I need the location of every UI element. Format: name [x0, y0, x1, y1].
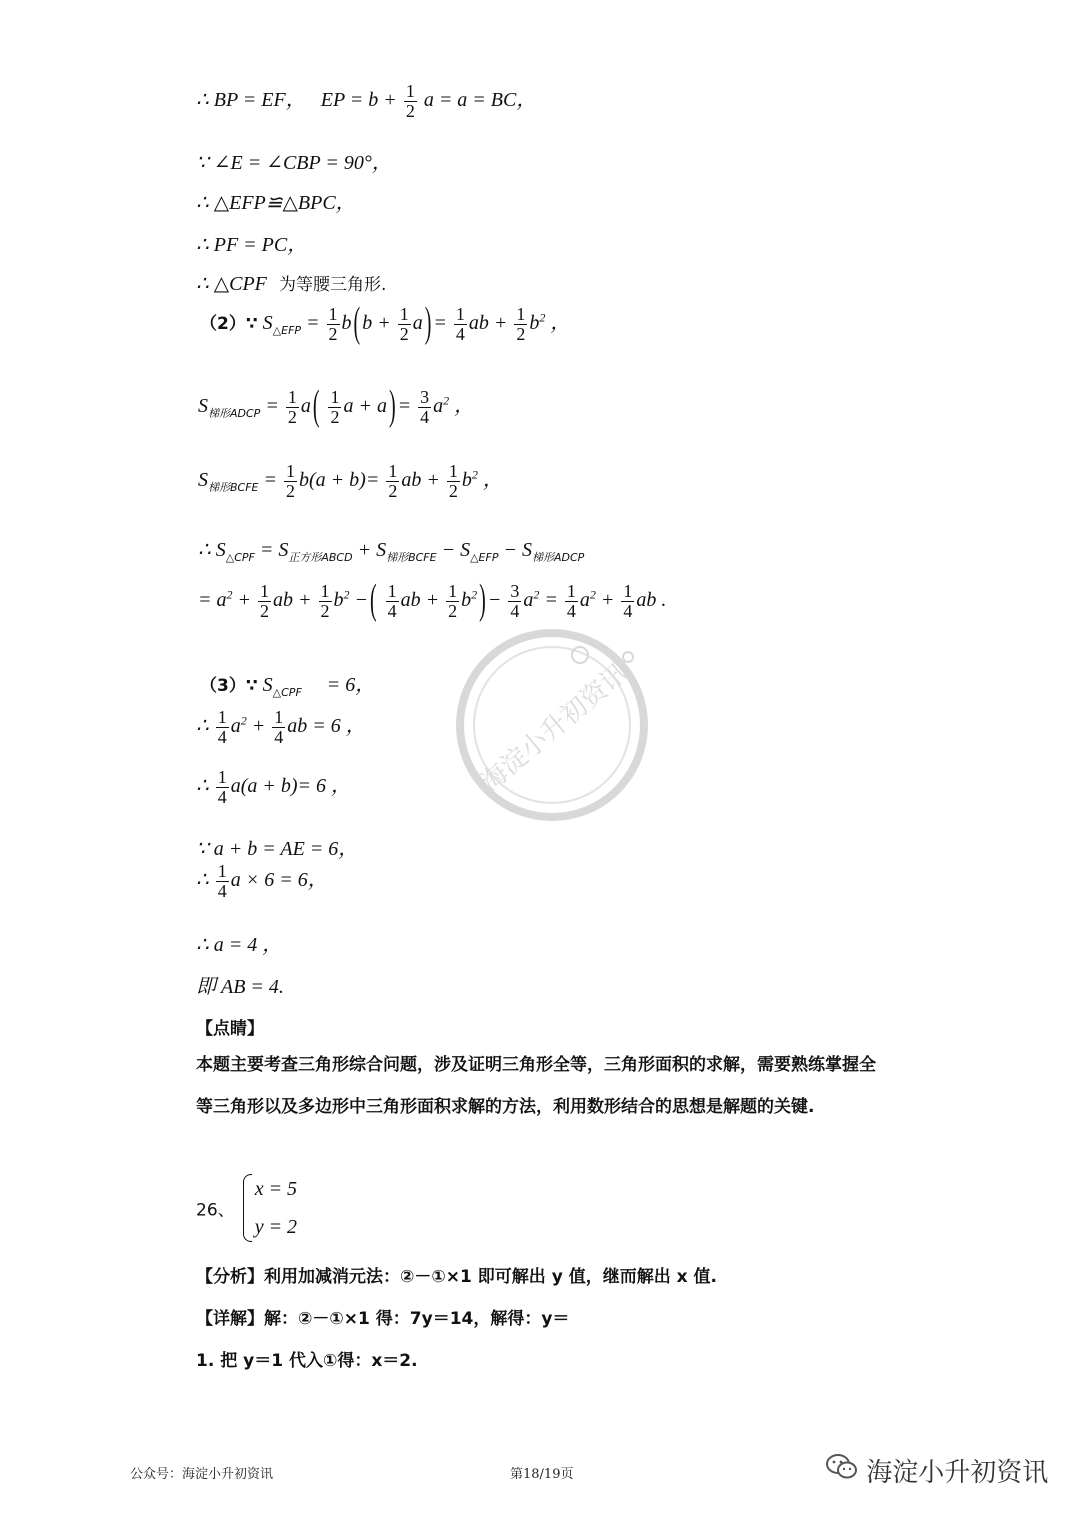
triangle-cpf: ∴ △CPF	[196, 273, 267, 295]
fraction: $\frac{1}{2}$	[448, 581, 458, 621]
part2-s-efp: （2）∵ $S_{\triangle EFP}$ = $\frac{1}{2}$ b ( b + $\frac{1}{2}$ a ) = $\frac{1}{4}$ ab + $\frac{1}{2}$ $b^2$ ，	[200, 300, 571, 347]
fraction: $\frac{1}{2}$	[516, 304, 526, 344]
s-cpf-sub-2: △CPF	[272, 686, 302, 699]
s-efp-sub: △EFP	[272, 323, 302, 337]
comment-body: 本题主要考查三角形综合问题，涉及证明三角形全等，三角形面积的求解，需要熟练掌握全等三角形以及多边形中三角形面积求解的方法，利用数形结合的思想是解题的关键.	[196, 1055, 876, 1117]
wechat-icon	[826, 1453, 858, 1488]
s-cpf-result-line: = $a^2$ + $\frac{1}{2}$ ab + $\frac{1}{2}$ $b^2$ − ( $\frac{1}{4}$ ab + $\frac{1}{2}$ $b^2$ ) − $\frac{3}{4}$ $a^2$ = $\frac{1}{4}$ $a^2$ + $\frac{1}{4}$ ab .	[198, 577, 667, 624]
proof-line-1	[196, 82, 536, 121]
proof-line-4: ∴ PF = PC，	[196, 234, 308, 256]
footer-brand-text: 海淀小升初资讯	[866, 1458, 1049, 1488]
comment-heading: 【点睛】	[196, 1019, 264, 1039]
fraction: $\frac{1}{2}$	[320, 581, 330, 621]
q26-step: 1. 把 y＝1 代入①得：x＝2.	[196, 1351, 418, 1371]
fraction: $\frac{1}{4}$	[387, 581, 397, 621]
fraction: $\frac{1}{2}$	[328, 304, 338, 344]
ep-expr-b: a = a = BC，	[423, 88, 537, 111]
q26-system	[241, 1170, 297, 1246]
q26-line	[196, 1170, 297, 1246]
eq-ab-sum-line: ∵ a + b = AE = 6，	[196, 838, 359, 860]
eq-ab-value-line: 即 AB = 4.	[196, 976, 284, 998]
s-bcfe-sub: 梯形BCFE	[208, 480, 259, 494]
eq-a-times-6-line: ∴ $\frac{1}{4}$ a × 6 = 6，	[196, 861, 328, 901]
footer-brand	[826, 1452, 1048, 1489]
footer-page-number: 第18/19页	[510, 1467, 574, 1482]
watermark-text: 海淀小升初资讯	[475, 658, 634, 799]
s-cpf-sub: △CPF	[225, 551, 255, 564]
fraction: $\frac{1}{4}$	[217, 707, 227, 747]
q26-number: 26、	[196, 1200, 235, 1221]
proof-line-3: ∴ △EFP≌△BPC，	[196, 192, 356, 214]
fraction: $\frac{1}{2}$	[330, 387, 340, 427]
part2-label: （2）∵	[200, 313, 258, 334]
s-abcd-sub: 正方形ABCD	[288, 551, 353, 564]
fraction: $\frac{3}{4}$	[420, 387, 430, 427]
part3-label: （3）∵	[200, 676, 258, 696]
s-bcfe-sub-2: 梯形BCFE	[386, 551, 437, 564]
q26-detail: 【详解】解：②－①×1 得：7y＝14，解得：y＝	[196, 1309, 570, 1329]
s-bcfe-line: $S_{梯形BCFE}$ = $\frac{1}{2}$ b(a + b)= $\frac{1}{2}$ ab + $\frac{1}{2}$ $b^2$ ，	[198, 461, 503, 501]
fraction: $\frac{1}{4}$	[217, 767, 227, 807]
fraction: $\frac{1}{2}$	[287, 387, 297, 427]
part3-eq: = 6，	[326, 674, 376, 696]
isosceles-text: 为等腰三角形.	[278, 275, 387, 295]
fraction: $\frac{1}{2}$	[448, 461, 458, 501]
ep-expr-a: EP = b +	[320, 88, 397, 111]
fraction: $\frac{3}{4}$	[510, 581, 520, 621]
fraction: $\frac{1}{2}$	[286, 461, 296, 501]
part3-line: （3）∵ $S_{\triangle CPF}$ = 6，	[200, 674, 376, 699]
proof-line-2: ∵ ∠E = ∠CBP = 90°，	[196, 152, 392, 174]
s-cpf-sum-line: ∴ $S_{\triangle CPF} = S_{正方形ABCD} + S_{梯形BCFE} - S_{\triangle EFP} - S_{梯形ADCP}$	[198, 539, 585, 564]
fraction: $\frac{1}{2}$	[399, 304, 409, 344]
fraction: $\frac{1}{2}$	[260, 581, 269, 621]
fraction: $\frac{1}{4}$	[566, 581, 576, 621]
eq-a-value-line: ∴ a = 4 ，	[196, 934, 283, 956]
fraction: $\frac{1}{4}$	[274, 707, 284, 747]
fraction: $\frac{1}{2}$	[405, 81, 415, 121]
proof-line-5	[196, 270, 386, 296]
s-efp-sub-2: △EFP	[470, 551, 499, 564]
fraction: $\frac{1}{2}$	[388, 461, 398, 501]
s-adcp-sub: 梯形ADCP	[208, 406, 261, 420]
q26-eq1: x = 5	[254, 1178, 298, 1200]
eq-factored-line: ∴ $\frac{1}{4}$ a(a + b)= 6 ，	[196, 767, 352, 807]
q26-eq2: y = 2	[254, 1216, 298, 1238]
fraction: $\frac{1}{4}$	[623, 581, 633, 621]
s-adcp-sub-2: 梯形ADCP	[531, 551, 585, 564]
footer-account: 公众号：海淀小升初资讯	[130, 1467, 274, 1482]
fraction: $\frac{1}{4}$	[455, 304, 465, 344]
q26-analysis: 【分析】利用加减消元法：②－①×1 即可解出 y 值，继而解出 x 值.	[196, 1267, 717, 1287]
watermark-seal-icon	[452, 625, 652, 825]
bp-ef-text: ∴ BP = EF，	[196, 88, 306, 111]
s-adcp-line: $S_{梯形ADCP}$ = $\frac{1}{2}$ a ( $\frac{1}{2}$ a + a ) = $\frac{3}{4}$ $a^2$ ，	[198, 383, 475, 430]
eq-quarter-line: ∴ $\frac{1}{4}$ $a^2$ + $\frac{1}{4}$ ab = 6 ，	[196, 707, 366, 747]
fraction: $\frac{1}{4}$	[217, 861, 227, 901]
